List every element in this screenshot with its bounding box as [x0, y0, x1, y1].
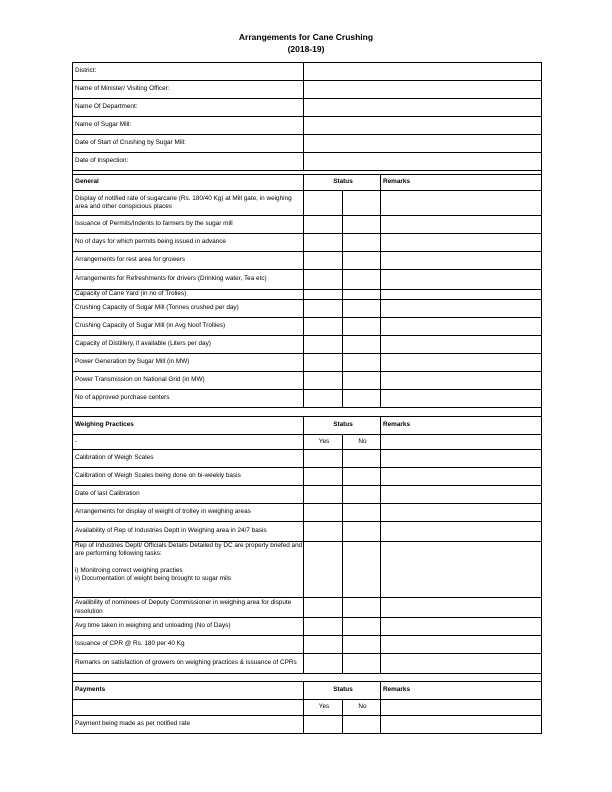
section-heading: General	[73, 175, 304, 191]
remarks-cell[interactable]	[381, 468, 542, 486]
remarks-cell[interactable]	[381, 504, 542, 522]
status-no-cell[interactable]	[343, 372, 381, 390]
remarks-cell[interactable]	[381, 522, 542, 542]
status-yes-cell[interactable]	[304, 468, 343, 486]
item-label: Arrangements for display of weight of trolley in weighing areas	[73, 504, 304, 522]
status-yes-cell[interactable]	[304, 252, 343, 270]
yes-header: Yes	[304, 700, 343, 716]
info-label: Date of Start of Crushing by Sugar Mill:	[73, 135, 304, 153]
status-yes-cell[interactable]	[304, 486, 343, 504]
item-label: Capacity of Cane Yard (in no of Trolies)	[73, 290, 304, 300]
rep-item-line1: Rep of Industries Deptt/ Officials Details Detailed by DC are properly briefed and are performing following tasks:	[75, 542, 303, 558]
remarks-cell[interactable]	[381, 191, 542, 216]
item-label: Issuance of CPR @ Rs. 180 per 40 Kg	[73, 636, 304, 654]
table-row	[73, 318, 542, 336]
status-yes-cell[interactable]	[304, 354, 343, 372]
table-row	[73, 336, 542, 354]
rep-item-line3: ii) Documentation of weight being brought to sugar mils	[75, 575, 231, 583]
table-row	[73, 191, 542, 216]
status-yes-cell[interactable]	[304, 542, 343, 598]
info-value-cell[interactable]	[304, 153, 542, 171]
status-yes-cell[interactable]	[304, 290, 343, 300]
status-yes-cell[interactable]	[304, 336, 343, 354]
info-row	[73, 153, 542, 171]
item-label: Power Generation by Sugar Mill (in MW)	[73, 354, 304, 372]
remarks-header: Remarks	[381, 682, 542, 700]
status-header: Status	[304, 682, 381, 700]
status-no-cell[interactable]	[343, 716, 381, 734]
no-header: No	[343, 435, 381, 450]
status-no-cell[interactable]	[343, 522, 381, 542]
table-row	[73, 598, 542, 618]
blank-label: -	[73, 435, 304, 450]
item-label: Display of notified rate of sugarcane (Rs. 180/40 Kg) at Mill gate, in weighing area and other conspicious places	[73, 191, 304, 216]
status-no-cell[interactable]	[343, 390, 381, 408]
item-label: Avg time taken in weighing and unloading (No of Days)	[73, 618, 304, 636]
info-value-cell[interactable]	[304, 63, 542, 81]
info-label: Name of Sugar Mill:	[73, 117, 304, 135]
table-row	[73, 618, 542, 636]
item-label: Issuance of Permits/Indents to farmers by the sugar mill	[73, 216, 304, 234]
inspection-form-table	[72, 62, 542, 734]
section-header-payments	[73, 682, 542, 700]
item-label: Calibration of Weigh Scales being done on bi-weekly basis	[73, 468, 304, 486]
status-yes-cell[interactable]	[304, 270, 343, 290]
section-heading: Payments	[73, 682, 304, 700]
remarks-cell[interactable]	[381, 372, 542, 390]
table-row	[73, 234, 542, 252]
info-row	[73, 81, 542, 99]
status-no-cell[interactable]	[343, 354, 381, 372]
status-header: Status	[304, 175, 381, 191]
status-yes-cell[interactable]	[304, 450, 343, 468]
remarks-cell[interactable]	[381, 618, 542, 636]
status-yes-cell[interactable]	[304, 390, 343, 408]
status-yes-cell[interactable]	[304, 598, 343, 618]
status-no-cell[interactable]	[343, 636, 381, 654]
status-yes-cell[interactable]	[304, 216, 343, 234]
info-row	[73, 63, 542, 81]
remarks-cell[interactable]	[381, 435, 542, 450]
item-label: Arrangements for rest area for growers	[73, 252, 304, 270]
remarks-cell[interactable]	[381, 700, 542, 716]
status-yes-cell[interactable]	[304, 300, 343, 318]
status-no-cell[interactable]	[343, 318, 381, 336]
yes-no-header-row	[73, 435, 542, 450]
remarks-cell[interactable]	[381, 336, 542, 354]
rep-item-line2: i) Monitroing correct weighing practies	[75, 566, 183, 574]
status-no-cell[interactable]	[343, 542, 381, 598]
status-no-cell[interactable]	[343, 234, 381, 252]
item-label: Capacity of Distillery, if available (Liters per day)	[73, 336, 304, 354]
status-yes-cell[interactable]	[304, 654, 343, 674]
spacer-cell	[73, 408, 542, 417]
table-row	[73, 468, 542, 486]
status-yes-cell[interactable]	[304, 716, 343, 734]
remarks-cell[interactable]	[381, 654, 542, 674]
remarks-header: Remarks	[381, 175, 542, 191]
status-yes-cell[interactable]	[304, 522, 343, 542]
status-no-cell[interactable]	[343, 598, 381, 618]
status-no-cell[interactable]	[343, 191, 381, 216]
spacer-row	[73, 674, 542, 682]
status-yes-cell[interactable]	[304, 372, 343, 390]
remarks-cell[interactable]	[381, 234, 542, 252]
section-heading: Weighing Practices	[73, 417, 304, 435]
status-no-cell[interactable]	[343, 468, 381, 486]
info-value-cell[interactable]	[304, 99, 542, 117]
status-no-cell[interactable]	[343, 252, 381, 270]
status-yes-cell[interactable]	[304, 504, 343, 522]
spacer-row	[73, 408, 542, 417]
table-row	[73, 300, 542, 318]
status-yes-cell[interactable]	[304, 318, 343, 336]
remarks-cell[interactable]	[381, 300, 542, 318]
status-no-cell[interactable]	[343, 290, 381, 300]
status-no-cell[interactable]	[343, 654, 381, 674]
blank-label	[73, 700, 304, 716]
info-label: District:	[73, 63, 304, 81]
yes-header: Yes	[304, 435, 343, 450]
table-row	[73, 372, 542, 390]
remarks-cell[interactable]	[381, 542, 542, 598]
table-row	[73, 450, 542, 468]
remarks-cell[interactable]	[381, 598, 542, 618]
info-value-cell[interactable]	[304, 117, 542, 135]
status-yes-cell[interactable]	[304, 234, 343, 252]
info-row	[73, 135, 542, 153]
remarks-cell[interactable]	[381, 450, 542, 468]
table-row	[73, 390, 542, 408]
item-label: Crushing Capacity of Sugar Mill (in Avg Noof Trollies)	[73, 318, 304, 336]
remarks-header: Remarks	[381, 417, 542, 435]
table-row	[73, 654, 542, 674]
item-label	[73, 542, 304, 598]
table-row	[73, 216, 542, 234]
remarks-cell[interactable]	[381, 290, 542, 300]
table-row	[73, 486, 542, 504]
status-yes-cell[interactable]	[304, 191, 343, 216]
status-no-cell[interactable]	[343, 504, 381, 522]
section-header-weighing	[73, 417, 542, 435]
item-label: Calibration of Weigh Scales	[73, 450, 304, 468]
table-row	[73, 252, 542, 270]
remarks-cell[interactable]	[381, 354, 542, 372]
info-value-cell[interactable]	[304, 135, 542, 153]
table-row	[73, 522, 542, 542]
info-row	[73, 99, 542, 117]
status-no-cell[interactable]	[343, 618, 381, 636]
item-label: Crushing Capacity of Sugar Mill (Tonnes crushed per day)	[73, 300, 304, 318]
status-no-cell[interactable]	[343, 486, 381, 504]
status-no-cell[interactable]	[343, 270, 381, 290]
info-label: Name Of Department:	[73, 99, 304, 117]
item-label: Availibility of nominees of Deputy Commissioner in weighing area for dispute resolution	[73, 598, 304, 618]
remarks-cell[interactable]	[381, 318, 542, 336]
remarks-cell[interactable]	[381, 252, 542, 270]
status-header: Status	[304, 417, 381, 435]
status-no-cell[interactable]	[343, 336, 381, 354]
status-yes-cell[interactable]	[304, 636, 343, 654]
item-label: Availability of Rep of Industries Deptt in Weighing area in 24/7 basis	[73, 522, 304, 542]
item-label: Power Transmission on National Grid (in MW)	[73, 372, 304, 390]
document-title: Arrangements for Cane Crushing	[238, 32, 374, 42]
section-header-general	[73, 175, 542, 191]
table-row	[73, 504, 542, 522]
item-label: Remarks on satisfaction of growers on weighing practices & issuance of CPRs	[73, 654, 304, 674]
remarks-cell[interactable]	[381, 636, 542, 654]
remarks-cell[interactable]	[381, 216, 542, 234]
info-label: Name of Minister/ Visiting Officer:	[73, 81, 304, 99]
remarks-cell[interactable]	[381, 716, 542, 734]
status-no-cell[interactable]	[343, 450, 381, 468]
no-header: No	[343, 700, 381, 716]
info-label: Date of Inspection:	[73, 153, 304, 171]
info-value-cell[interactable]	[304, 81, 542, 99]
remarks-cell[interactable]	[381, 486, 542, 504]
table-row	[73, 270, 542, 290]
status-no-cell[interactable]	[343, 216, 381, 234]
status-no-cell[interactable]	[343, 300, 381, 318]
table-row	[73, 354, 542, 372]
item-label: No of approved purchase centers	[73, 390, 304, 408]
spacer-cell	[73, 674, 542, 682]
status-yes-cell[interactable]	[304, 618, 343, 636]
info-row	[73, 117, 542, 135]
item-label: No of days for which permits being issued in advance	[73, 234, 304, 252]
remarks-cell[interactable]	[381, 390, 542, 408]
table-row	[73, 716, 542, 734]
table-row	[73, 290, 542, 300]
item-label: Arrangements for Refreshments for drivers (Drinking water, Tea etc)	[73, 270, 304, 290]
item-label: Payment being made as per notified rate	[73, 716, 304, 734]
document-year: (2018-19)	[287, 44, 325, 54]
table-row	[73, 636, 542, 654]
remarks-cell[interactable]	[381, 270, 542, 290]
yes-no-header-row	[73, 700, 542, 716]
table-row	[73, 542, 542, 598]
item-label: Date of last Calibration	[73, 486, 304, 504]
